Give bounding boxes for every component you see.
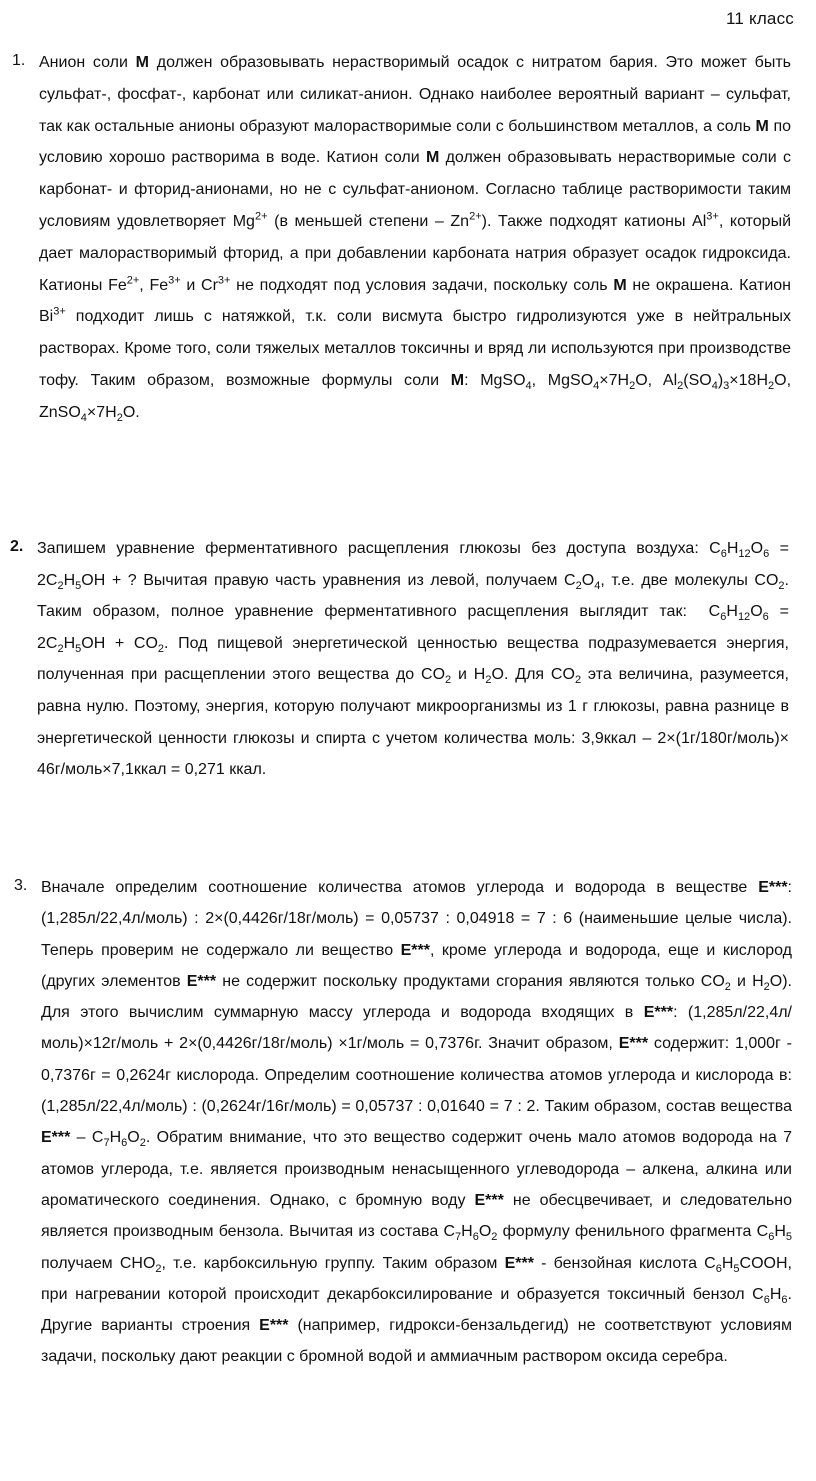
item-number: 3. [14, 877, 28, 894]
item-number: 2. [10, 538, 24, 555]
grade-label: 11 класс [726, 9, 794, 28]
answer-text: Анион соли M должен образовывать нерастворимый осадок с нитратом бария. Это может быть сульфат-, фосфат-, карбонат или силикат-анион. Однако наиболее вероятный вариант – сульфат, так как остальные анионы образуют малорастворимые соли с большинством металлов, а соль M по условию хорошо растворима в воде. Катион соли M должен образовывать нерастворимые соли с карбонат- и фторид-анионами, но не с сульфат-анионом. Согласно таблице растворимости таким условиям удовлетворяет $Mg^{2+}$ (в меньшей степени – $Zn^{2+}$). Также подходят катионы $Al^{3+}$, который дает малорастворимый фторид, а при добавлении карбоната натрия образует осадок гидроксида. Катионы $Fe^{2+}$, $Fe^{3+}$ и $Cr^{3+}$ не подходят под условия задачи, поскольку соль M не окрашена. Катион $Bi^{3+}$ подходит лишь с натяжкой, т.к. соли висмута быстро гидролизуются уже в нейтральных растворах. Кроме того, соли тяжелых металлов токсичны и вряд ли используются при производстве тофу. Таким образом, возможные формулы соли M: MgSO$_4$, $MgSO_4\times 7H_2O$, $Al_2(SO_4)_3\times 18H_2O$, $ZnSO_4\times 7H_2O$. [39, 54, 792, 424]
item-number: 1. [12, 52, 26, 69]
answer-text: Вначале определим соотношение количества атомов углерода и водорода в веществе E***: (1,285л/22,4л/моль) : 2×(0,4426г/18г/моль) = 0,05737 : 0,04918 = 7 : 6 (наименьшие целые числа). Теперь проверим не содержало ли вещество E***, кроме углерода и водорода, еще и кислород (других элементов E*** не содержит поскольку продуктами сгорания являются только $CO_2$ и $H_2O$). Для этого вычислим суммарную массу углерода и водорода входящих в E***: (1,285л/22,4л/моль)×12г/моль + 2×(0,4426г/18г/моль) ×1г/моль = 0,7376г. Значит образом, E*** содержит: 1,000г - 0,7376г = 0,2624г кислорода. Определим соотношение количества атомов углерода и кислорода в: (1,285л/22,4л/моль) : (0,2624г/16г/моль) = 0,05737 : 0,01640 = 7 : 2. Таким образом, состав вещества $E*** - C_7H_6O_2$. Обратим внимание, что это вещество содержит очень мало атомов водорода на 7 атомов углерода, т.е. является производным ненасыщенного углеводорода – алкена, алкина или ароматического соединения. Однако, с бромную воду E*** не обесцвечивает, и следовательно является производным бензола. Вычитая из состава $C_7H_6O_2$ формулу фенильного фрагмента $C_6H_5$ получаем $CHO_2$, т.е. карбоксильную группу. Таким образом E*** - бензойная кислота $C_6H_5COOH$, при нагревании которой происходит декарбоксилирование и образуется токсичный бензол $C_6H_6$. Другие варианты строения E*** (например, гидрокси-бензальдегид) не соответствуют условиям задачи, поскольку дают реакции с бромной водой и аммиачным раствором оксида серебра. [41, 879, 793, 1366]
answer-text: Запишем уравнение ферментативного расщепления глюкозы без доступа воздуха: $C_6H_{12}O_6 = 2C_2H_5OH$ + ? Вычитая правую часть уравнения из левой, получаем $C_2O_4$, т.е. две молекулы $CO_2$. Таким образом, полное уравнение ферментативного расщепления выглядит так: $C_6H_{12}O_6 = 2C_2H_5OH + CO_2$. Под пищевой энергетической ценностью вещества подразумевается энергия, полученная при расщеплении этого вещества до $CO_2$ и $H_2O$. Для $CO_2$ эта величина, разумеется, равна нулю. Поэтому, энергия, которую получают микроорганизмы из 1 г глюкозы, равна разнице в энергетической ценности глюкозы и спирта с учетом количества моль: 3,9ккал – 2×(1г/180г/моль)× 46г/моль×7,1ккал = 0,271 ккал. [37, 540, 790, 779]
